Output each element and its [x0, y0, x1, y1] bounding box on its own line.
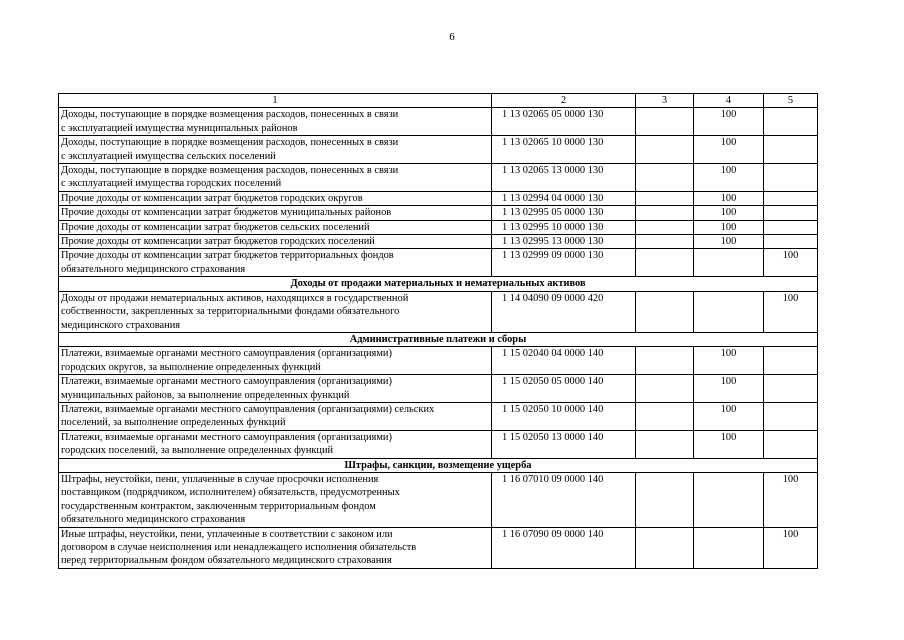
column-5-cell [764, 347, 818, 375]
column-header: 1 [59, 94, 492, 108]
column-4-cell: 100 [694, 235, 764, 249]
column-5-cell: 100 [764, 249, 818, 277]
page-number: 6 [449, 31, 455, 43]
column-3-cell [636, 375, 694, 403]
income-name-cell: Штрафы, неустойки, пени, уплаченные в случае просрочки исполнения поставщиком (подрядчиком, исполнителем) обязательств, предусмотренных государственным контрактом, заключенным территориальным фондом обязательного медицинского страхования [59, 472, 492, 527]
column-4-cell [694, 527, 764, 568]
income-name-cell: Доходы от продажи нематериальных активов, находящихся в государственной собственности, закрепленных за территориальными фондами обязательного медицинского страхования [59, 291, 492, 332]
column-5-cell [764, 235, 818, 249]
table-header-row [59, 94, 818, 108]
table-row [59, 249, 818, 277]
budget-code-cell: 1 13 02065 13 0000 130 [492, 164, 636, 192]
table-row [59, 402, 818, 430]
column-4-cell: 100 [694, 108, 764, 136]
table-row [59, 108, 818, 136]
column-5-cell: 100 [764, 291, 818, 332]
column-header: 2 [492, 94, 636, 108]
column-5-cell: 100 [764, 472, 818, 527]
column-4-cell: 100 [694, 164, 764, 192]
income-name-cell: Платежи, взимаемые органами местного самоуправления (организациями) городских округов, за выполнение определенных функций [59, 347, 492, 375]
section-title: Штрафы, санкции, возмещение ущерба [59, 458, 818, 472]
income-name-cell: Прочие доходы от компенсации затрат бюджетов муниципальных районов [59, 206, 492, 220]
budget-code-cell: 1 16 07010 09 0000 140 [492, 472, 636, 527]
column-5-cell: 100 [764, 527, 818, 568]
column-4-cell: 100 [694, 136, 764, 164]
budget-code-cell: 1 13 02995 10 0000 130 [492, 220, 636, 234]
income-name-cell: Прочие доходы от компенсации затрат бюджетов городских поселений [59, 235, 492, 249]
column-header: 4 [694, 94, 764, 108]
table-row [59, 206, 818, 220]
budget-code-cell: 1 13 02994 04 0000 130 [492, 191, 636, 205]
table-row [59, 430, 818, 458]
budget-code-cell: 1 14 04090 09 0000 420 [492, 291, 636, 332]
income-name-cell: Прочие доходы от компенсации затрат бюджетов сельских поселений [59, 220, 492, 234]
column-4-cell [694, 291, 764, 332]
column-3-cell [636, 220, 694, 234]
table-row [59, 220, 818, 234]
column-3-cell [636, 527, 694, 568]
column-4-cell: 100 [694, 430, 764, 458]
income-name-cell: Прочие доходы от компенсации затрат бюджетов городских округов [59, 191, 492, 205]
column-3-cell [636, 108, 694, 136]
table-row [59, 235, 818, 249]
section-title: Доходы от продажи материальных и нематериальных активов [59, 277, 818, 291]
column-5-cell [764, 430, 818, 458]
budget-code-cell: 1 15 02050 13 0000 140 [492, 430, 636, 458]
section-title: Административные платежи и сборы [59, 332, 818, 346]
income-name-cell: Прочие доходы от компенсации затрат бюджетов территориальных фондов обязательного медицинского страхования [59, 249, 492, 277]
column-3-cell [636, 291, 694, 332]
column-3-cell [636, 164, 694, 192]
income-name-cell: Платежи, взимаемые органами местного самоуправления (организациями) сельских поселений, за выполнение определенных функций [59, 402, 492, 430]
column-4-cell: 100 [694, 375, 764, 403]
table-row [59, 164, 818, 192]
column-5-cell [764, 164, 818, 192]
income-name-cell: Платежи, взимаемые органами местного самоуправления (организациями) муниципальных районов, за выполнение определенных функций [59, 375, 492, 403]
column-header: 3 [636, 94, 694, 108]
column-4-cell: 100 [694, 206, 764, 220]
table-row [59, 472, 818, 527]
column-header: 5 [764, 94, 818, 108]
column-4-cell: 100 [694, 220, 764, 234]
table-row [59, 527, 818, 568]
column-4-cell: 100 [694, 191, 764, 205]
budget-code-cell: 1 13 02065 05 0000 130 [492, 108, 636, 136]
column-3-cell [636, 430, 694, 458]
column-3-cell [636, 402, 694, 430]
column-4-cell [694, 472, 764, 527]
column-3-cell [636, 235, 694, 249]
column-5-cell [764, 402, 818, 430]
column-5-cell [764, 136, 818, 164]
budget-code-cell: 1 13 02995 13 0000 130 [492, 235, 636, 249]
column-3-cell [636, 206, 694, 220]
revenue-table [58, 93, 818, 569]
income-name-cell: Платежи, взимаемые органами местного самоуправления (организациями) городских поселений, за выполнение определенных функций [59, 430, 492, 458]
income-name-cell: Доходы, поступающие в порядке возмещения расходов, понесенных в связи с эксплуатацией имущества городских поселений [59, 164, 492, 192]
column-4-cell: 100 [694, 402, 764, 430]
column-5-cell [764, 108, 818, 136]
column-5-cell [764, 206, 818, 220]
budget-code-cell: 1 13 02995 05 0000 130 [492, 206, 636, 220]
budget-code-cell: 1 13 02999 09 0000 130 [492, 249, 636, 277]
budget-code-cell: 1 16 07090 09 0000 140 [492, 527, 636, 568]
table-row [59, 191, 818, 205]
column-3-cell [636, 347, 694, 375]
budget-code-cell: 1 15 02050 05 0000 140 [492, 375, 636, 403]
column-3-cell [636, 472, 694, 527]
budget-code-cell: 1 15 02040 04 0000 140 [492, 347, 636, 375]
column-4-cell: 100 [694, 347, 764, 375]
income-name-cell: Иные штрафы, неустойки, пени, уплаченные в соответствии с законом или договором в случае неисполнения или ненадлежащего исполнения обязательств перед территориальным фондом обязательного медицинского страхования [59, 527, 492, 568]
column-4-cell [694, 249, 764, 277]
column-3-cell [636, 136, 694, 164]
column-5-cell [764, 375, 818, 403]
section-header-row [59, 332, 818, 346]
budget-code-cell: 1 13 02065 10 0000 130 [492, 136, 636, 164]
income-name-cell: Доходы, поступающие в порядке возмещения расходов, понесенных в связи с эксплуатацией имущества муниципальных районов [59, 108, 492, 136]
column-5-cell [764, 191, 818, 205]
column-3-cell [636, 249, 694, 277]
column-5-cell [764, 220, 818, 234]
table-row [59, 375, 818, 403]
table-row [59, 291, 818, 332]
income-name-cell: Доходы, поступающие в порядке возмещения расходов, понесенных в связи с эксплуатацией имущества сельских поселений [59, 136, 492, 164]
section-header-row [59, 458, 818, 472]
column-3-cell [636, 191, 694, 205]
section-header-row [59, 277, 818, 291]
budget-code-cell: 1 15 02050 10 0000 140 [492, 402, 636, 430]
table-row [59, 136, 818, 164]
table-row [59, 347, 818, 375]
